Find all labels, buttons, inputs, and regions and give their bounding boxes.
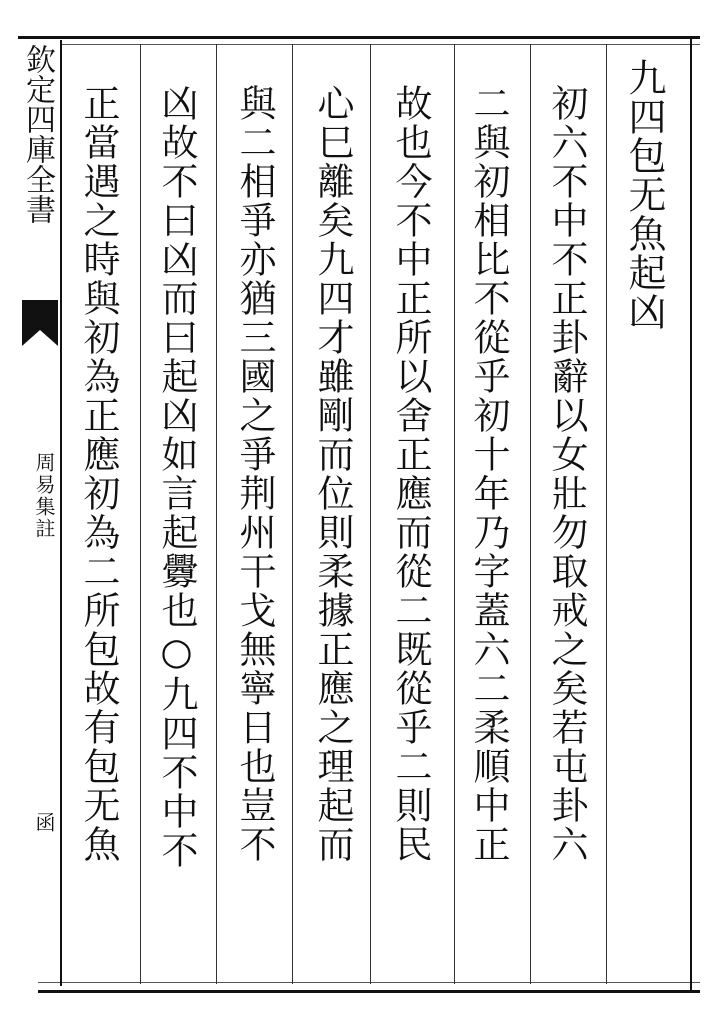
top-inner-border [60, 44, 700, 45]
column-divider [454, 44, 455, 984]
book-title: 周易集註 [32, 452, 56, 540]
text-column-heading: 九四包无魚起凶 [622, 58, 666, 331]
top-border [18, 36, 700, 39]
column-divider [292, 44, 293, 984]
column-divider [216, 44, 217, 984]
text-column: 初六不中不正卦辭以女壯勿取戒之矣若屯卦六 [545, 84, 588, 864]
column-divider [140, 44, 141, 984]
bottom-inner-border [38, 982, 700, 983]
right-border [690, 38, 692, 990]
text-column: 與二相爭亦猶三國之爭荆州干戈無寧日也豈不 [233, 84, 276, 864]
column-divider [530, 44, 531, 984]
left-border [60, 40, 62, 986]
text-column: 心巳離矣九四才雖剛而位則柔據正應之理起而 [311, 84, 354, 864]
column-divider [606, 44, 607, 984]
text-column: 故也今不中正所以舍正應而從二既從乎二則民 [389, 84, 432, 864]
text-column: 二與初相比不從乎初十年乃字蓋六二柔順中正 [467, 84, 510, 864]
text-column: 凶故不曰凶而曰起凶如言起釁也○九四不中不 [155, 84, 198, 870]
series-title: 欽定四庫全書 [20, 44, 55, 224]
page-mark: 函 [32, 812, 56, 832]
column-divider [370, 44, 371, 984]
bottom-border [38, 990, 700, 993]
fishtail-mark-icon [22, 300, 58, 346]
text-column: 正當遇之時與初為正應初為二所包故有包无魚 [77, 84, 120, 864]
